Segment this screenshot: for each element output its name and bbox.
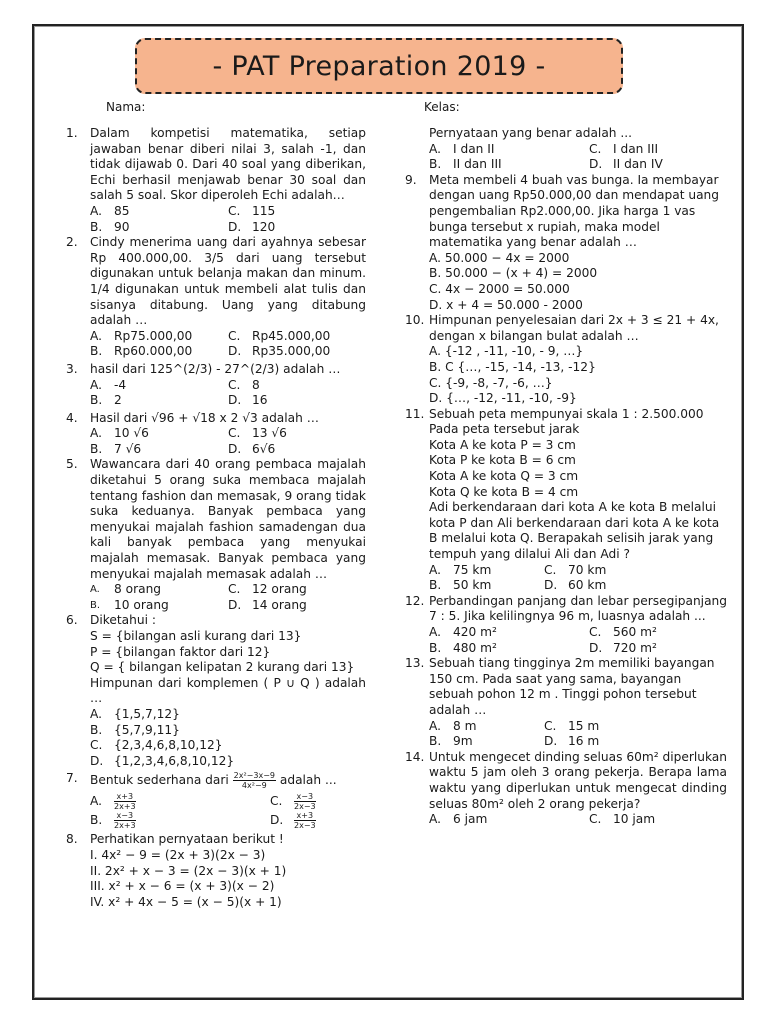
option[interactable]: D. 16 m xyxy=(544,734,600,749)
option[interactable]: A. I dan II xyxy=(429,141,495,156)
option[interactable]: A. 8 m xyxy=(429,718,477,733)
option[interactable]: C. 8 xyxy=(228,377,260,392)
option[interactable]: B. 9m xyxy=(429,734,473,749)
options-13 xyxy=(429,719,727,750)
option[interactable]: C. x−3 2x−3 xyxy=(270,792,316,812)
question-14: 14. Untuk mengecet dinding seluas 60m² diperlukan waktu 5 jam oleh 3 orang pekerja. Berapa lama waktu yang diperlukan untuk mengecat dinding seluas 80m² oleh 2 orang pekerja? A. 6 jam C. 10 jam xyxy=(405,749,727,827)
option[interactable]: A. 75 km xyxy=(429,562,492,577)
option[interactable]: D. {1,2,3,4,6,8,10,12} xyxy=(90,753,235,768)
question-12: 12. Perbandingan panjang dan lebar persegipanjang 7 : 5. Jika kelilingnya 96 m, luasnya adalah ... A. 420 m² C. 560 m² B. 480 m² D. 720 m² xyxy=(405,593,727,655)
option[interactable]: C. Rp45.000,00 xyxy=(228,328,331,343)
question-10: 10. Himpunan penyelesaian dari 2x + 3 ≤ 21 + 4x, dengan x bilangan bulat adalah … A. {-12 , -11, -10, - 9, …} B. C {…, -15, -14, -13, -12} C. {-9, -8, -7, -6, …} D. {…, -12, -11, -10, -9} xyxy=(405,313,727,407)
option[interactable]: B. Rp60.000,00 xyxy=(90,344,193,359)
option[interactable]: C. 10 jam xyxy=(589,812,656,827)
question-7: 7. Bentuk sederhana dari $\frac{\text{2x²−3x−9}}{\text{4x²−9}}$ adalah ... A. x+3 2x+3 C. x−3 2x−3 B. x−3 2x+3 D. x+3 2x−3 xyxy=(66,771,366,830)
option[interactable]: B. x−3 2x+3 xyxy=(90,811,136,831)
option[interactable]: A. {-12 , -11, -10, - 9, …} xyxy=(429,344,584,359)
option[interactable]: B. 90 xyxy=(90,219,130,234)
option[interactable]: D. Rp35.000,00 xyxy=(228,344,331,359)
option[interactable]: D. 60 km xyxy=(544,578,607,593)
question-1: 1. Dalam kompetisi matematika, setiap jawaban benar diberi nilai 3, salah -1, dan tidak dijawab 0. Dari 40 soal yang diberikan, Echi berhasil menjawab benar 30 soal dan salah 5 soal. Skor diperoleh Echi adalah… A. 85 C. 115 B. 90 D. 120 xyxy=(66,126,366,234)
option[interactable]: C. 12 orang xyxy=(228,582,307,597)
option[interactable]: A. x+3 2x+3 xyxy=(90,792,136,812)
options-4 xyxy=(90,426,366,457)
option[interactable]: C. 13 √6 xyxy=(228,426,287,441)
question-5: 5. Wawancara dari 40 orang pembaca majalah diketahui 5 orang suka membaca majalah tentang fashion dan memasak, 9 orang tidak suka keduanya. Banyak pembaca yang menyukai majalah fashion samadengan dua kali banyak pembaca yang menyukai majalah memasak. Banyak pembaca yang menyukai majalah memasak adalah … A. 8 orang C. 12 orang B. 10 orang D. 14 orang xyxy=(66,457,366,612)
page-title: - PAT Preparation 2019 - xyxy=(135,38,623,94)
option[interactable]: D. x + 4 = 50.000 - 2000 xyxy=(429,297,583,312)
options-3 xyxy=(90,378,366,409)
question-4: 4. Hasil dari √96 + √18 x 2 √3 adalah … A. 10 √6 C. 13 √6 B. 7 √6 D. 6√6 xyxy=(66,411,366,458)
option[interactable]: C. 560 m² xyxy=(589,625,657,639)
option[interactable]: C. 115 xyxy=(228,203,276,218)
option[interactable]: C. 4x − 2000 = 50.000 xyxy=(429,281,570,296)
option[interactable]: B. 7 √6 xyxy=(90,441,142,456)
option[interactable]: B. 50.000 − (x + 4) = 2000 xyxy=(429,266,598,281)
option[interactable]: C. 15 m xyxy=(544,718,600,733)
question-6: 6. Diketahui : S = {bilangan asli kurang dari 13} P = {bilangan faktor dari 12} Q = { bilangan kelipatan 2 kurang dari 13} Himpunan dari komplemen ( P ∪ Q ) adalah … A. {1,5,7,12} B. {5,7,9,11} C. {2,3,4,6,8,10,12} D. {1,2,3,4,6,8,10,12} xyxy=(66,613,366,768)
options-12 xyxy=(429,625,727,656)
option[interactable]: B. 10 orang xyxy=(90,597,169,612)
options-5 xyxy=(90,582,366,613)
option[interactable]: D. x+3 2x−3 xyxy=(270,811,316,831)
option[interactable]: C. 70 km xyxy=(544,562,607,577)
option[interactable]: A. 85 xyxy=(90,203,130,218)
option[interactable]: D. 720 m² xyxy=(589,640,657,655)
nama-label: Nama: xyxy=(106,100,146,114)
option[interactable]: A. -4 xyxy=(90,377,127,392)
question-11: 11. Sebuah peta mempunyai skala 1 : 2.500.000 Pada peta tersebut jarak Kota A ke kota P = 3 cm Kota P ke kota B = 6 cm Kota A ke kota Q = 3 cm Kota Q ke kota B = 4 cm Adi berkendaraan dari kota A ke kota B melalui kota P dan Ali berkendaraan dari kota A ke kota B melalui kota Q. Berapakah selisih jarak yang tempuh yang dilalui Ali dan Adi ? A. 75 km C. 70 km B. 50 km D. 60 km xyxy=(405,407,727,594)
question-8-cont: Pernyataan yang benar adalah ... A. I dan II C. I dan III B. II dan III D. II dan IV xyxy=(405,126,727,173)
options-14 xyxy=(429,812,727,828)
option[interactable]: D. 14 orang xyxy=(228,597,307,612)
question-2: 2. Cindy menerima uang dari ayahnya sebesar Rp 400.000,00. 3/5 dari uang tersebut digunakan untuk belanja makan dan minum. 1/4 digunakan untuk membeli alat tulis dan sisanya ditabung. Uang yang ditabung adalah … A. Rp75.000,00 C. Rp45.000,00 B. Rp60.000,00 D. Rp35.000,00 xyxy=(66,235,366,359)
option[interactable]: A. 6 jam xyxy=(429,812,488,827)
option[interactable]: A. {1,5,7,12} xyxy=(90,706,180,721)
option[interactable]: A. 8 orang xyxy=(90,582,162,597)
option[interactable]: D. 120 xyxy=(228,219,276,234)
left-column xyxy=(66,126,366,910)
option[interactable]: B. 2 xyxy=(90,393,122,408)
option[interactable]: B. C {…, -15, -14, -13, -12} xyxy=(429,359,596,374)
option[interactable]: A. 420 m² xyxy=(429,625,497,639)
option[interactable]: D. II dan IV xyxy=(589,157,663,172)
question-8: 8. Perhatikan pernyataan berikut ! I. 4x² − 9 = (2x + 3)(2x − 3) II. 2x² + x − 3 = (2x − 3)(x + 1) III. x² + x − 6 = (x + 3)(x − 2) IV. x² + 4x − 5 = (x − 5)(x + 1) xyxy=(66,832,287,909)
option[interactable]: D. 6√6 xyxy=(228,441,276,456)
option[interactable]: B. II dan III xyxy=(429,157,502,172)
option[interactable]: B. 480 m² xyxy=(429,640,497,655)
kelas-label: Kelas: xyxy=(424,100,460,114)
option[interactable]: A. 10 √6 xyxy=(90,426,149,441)
option[interactable]: D. {…, -12, -11, -10, -9} xyxy=(429,391,577,406)
option[interactable]: A. Rp75.000,00 xyxy=(90,328,193,343)
option[interactable]: C. I dan III xyxy=(589,141,659,156)
options-8 xyxy=(429,142,727,173)
question-9: 9. Meta membeli 4 buah vas bunga. Ia membayar dengan uang Rp50.000,00 dan mendapat uang pengembalian Rp2.000,00. Jika harga 1 vas bunga tersebut x rupiah, maka model matematika yang benar adalah … A. 50.000 − 4x = 2000 B. 50.000 − (x + 4) = 2000 C. 4x − 2000 = 50.000 D. x + 4 = 50.000 - 2000 xyxy=(405,173,727,313)
option[interactable]: C. {-9, -8, -7, -6, …} xyxy=(429,375,553,390)
options-7 xyxy=(90,792,366,830)
question-13: 13. Sebuah tiang tingginya 2m memiliki bayangan 150 cm. Pada saat yang sama, bayangan sebuah pohon 12 m . Tinggi pohon tersebut adalah … A. 8 m C. 15 m B. 9m D. 16 m xyxy=(405,656,727,750)
question-3: 3. hasil dari 125^(2/3) - 27^(2/3) adalah … A. -4 C. 8 B. 2 D. 16 xyxy=(66,362,366,409)
option[interactable]: B. 50 km xyxy=(429,578,492,593)
options-2 xyxy=(90,329,366,360)
option[interactable]: C. {2,3,4,6,8,10,12} xyxy=(90,738,223,753)
option[interactable]: B. {5,7,9,11} xyxy=(90,722,180,737)
options-11 xyxy=(429,563,727,594)
right-column xyxy=(405,126,727,828)
fraction: $\frac{\text{2x²−3x−9}}{\text{4x²−9}}$ xyxy=(233,771,275,791)
option[interactable]: D. 16 xyxy=(228,393,268,408)
options-1 xyxy=(90,204,366,235)
option[interactable]: A. 50.000 − 4x = 2000 xyxy=(429,250,570,265)
